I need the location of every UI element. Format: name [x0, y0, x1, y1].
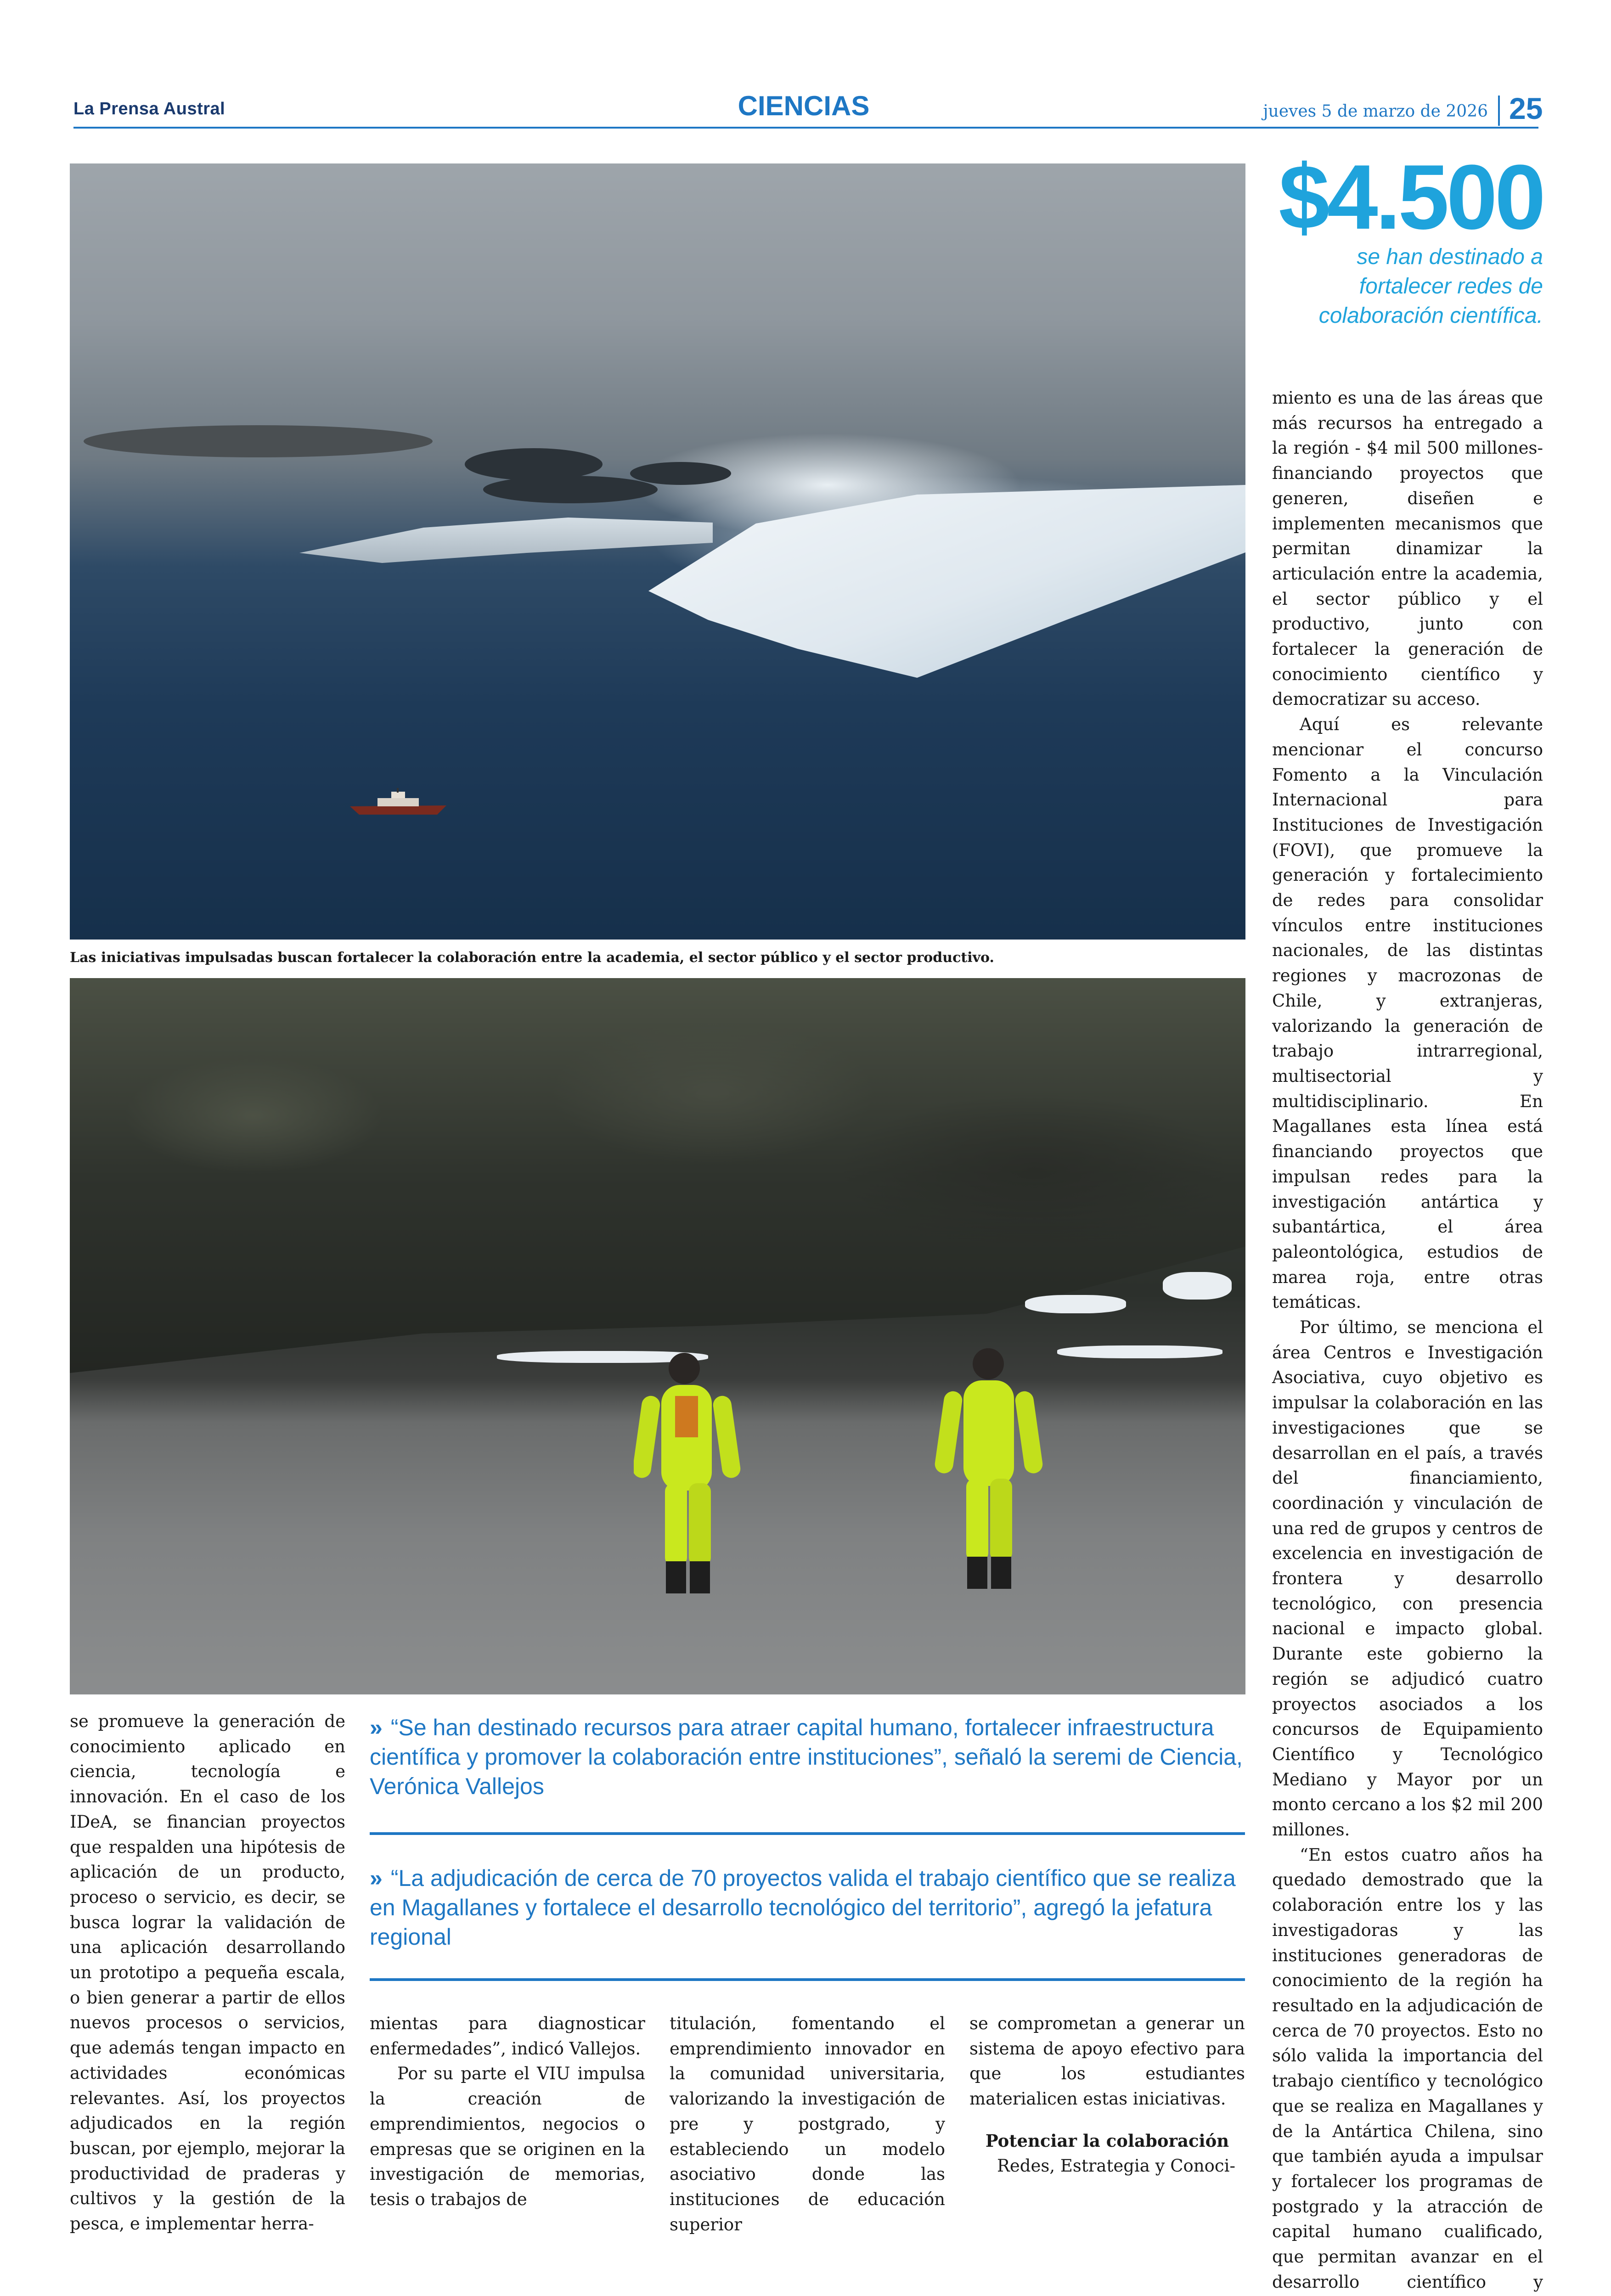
- paragraph: Aquí es relevante mencionar el concurso Fomento a la Vinculación Internacional para Instituciones de Investigación (FOVI), que promueve la generación y fortalecimiento de redes para consolidar vínculos entre instituciones nacionales, de las distintas regiones y macrozonas de Chile, y extranjeras, valorizando la generación de trabajo intrarregional, multisectorial y multidisciplinario. En Magallanes esta línea está financiando proyectos que impulsan redes para la investigación antártica y subantártica, el área paleontológica, estudios de marea roja, entre otras temáticas.: [1272, 715, 1543, 1312]
- photo-island: [630, 462, 731, 485]
- paragraph: miento es una de las áreas que más recursos ha entregado a la región - $4 mil 500 millones- financiando proyectos que generen, diseñen e implementen mecanismos que permitan dinamizar la articulación entre la academia, el sector público y el productivo, junto con fortalecer la generación de conocimiento científico y democratizar su acceso.: [1272, 388, 1543, 709]
- quote-divider: [370, 1832, 1245, 1835]
- masthead: La Prensa Austral: [73, 99, 225, 118]
- photo-island: [483, 476, 658, 503]
- chevron-right-icon: »: [370, 1715, 383, 1740]
- paragraph: se comprometan a generar un sistema de apoyo efectivo para que los estudiantes materialicen estas iniciativas.: [969, 2014, 1245, 2109]
- article-column-left: [70, 1709, 345, 2237]
- photo-snow-patch: [1163, 1272, 1232, 1300]
- photo-researcher-left: [634, 1345, 744, 1603]
- photo-researchers-beach: [70, 978, 1245, 1694]
- header-rule: [73, 127, 1538, 129]
- page-number: 25: [1509, 91, 1543, 125]
- photo-caption: Las iniciativas impulsadas buscan fortalecer la colaboración entre la academia, el sector público y el sector productivo.: [70, 950, 994, 966]
- chevron-right-icon: »: [370, 1865, 383, 1891]
- photo-snow-patch: [1025, 1295, 1126, 1313]
- paragraph: Por su parte el VIU impulsa la creación de emprendimientos, negocios o empresas que se originen en la investigación de memorias, tesis o trabajos de: [370, 2064, 645, 2209]
- paragraph: titulación, fomentando el emprendimiento innovador en la comunidad universitaria, valorizando la investigación de pre y postgrado, y estableciendo un modelo asociativo donde las instituciones de educación superior: [670, 2014, 945, 2234]
- article-column-right: [1272, 386, 1543, 2296]
- paragraph: mientas para diagnosticar enfermedades”, indicó Vallejos.: [370, 2014, 645, 2059]
- pull-quote-text: “Se han destinado recursos para atraer capital humano, fortalecer infraestructura científica y promover la colaboración entre instituciones”, señaló la seremi de Ciencia, Verónica Vallejos: [370, 1715, 1243, 1799]
- photo-researcher-right: [933, 1341, 1043, 1598]
- photo-ship: [345, 788, 451, 816]
- pull-quote: [370, 1863, 1245, 1952]
- article-column-bottom-2: [370, 2011, 645, 2212]
- article-column-bottom-4: [969, 2011, 1245, 2178]
- paragraph: Redes, Estrategia y Conoci-: [997, 2155, 1235, 2176]
- stat-description: se han destinado a fortalecer redes de colaboración científica.: [1318, 245, 1543, 328]
- page-number-divider: [1498, 96, 1500, 126]
- paragraph: se promueve la generación de conocimiento aplicado en ciencia, tecnología e innovación. En el caso de los IDeA, se financian proyectos que respalden una hipótesis de aplicación de un producto, proceso o servicio, es decir, se busca lograr la validación de una aplicación desarrollando un prototipo a pequeña escala, o bien generar a partir de ellos nuevos procesos o servicios, que además tengan impacto en actividades económicas relevantes. Así, los proyectos adjudicados en la región buscan, por ejemplo, mejorar la productividad de praderas y cultivos y la gestión de la pesca, e implementar herra-: [70, 1711, 345, 2234]
- photo-rock-cliff: [70, 978, 1245, 1373]
- article-column-bottom-3: [670, 2011, 945, 2237]
- photo-snow-patch: [1057, 1345, 1222, 1358]
- quote-divider: [370, 1978, 1245, 1981]
- publication-date: jueves 5 de marzo de 2026: [1263, 102, 1488, 121]
- pull-quote: [370, 1713, 1245, 1801]
- paragraph: Por último, se menciona el área Centros e Investigación Asociativa, cuyo objetivo es impulsar la colaboración en las investigaciones que se desarrollan en el país, a través del financiamiento, coordinación y vinculación de una red de grupos y centros de excelencia en investigación de frontera y desarrollo tecnológico, con presencia nacional e impacto global. Durante este gobierno la región se adjudicó cuatro proyectos asociados a los concursos de Equipamiento Científico y Tecnológico Mediano y Mayor por un monto cercano a los $2 mil 200 millones.: [1272, 1317, 1543, 1840]
- stat-number: $4.500: [1279, 146, 1543, 248]
- paragraph: “En estos cuatro años ha quedado demostrado que la colaboración entre los y las investigadoras y las instituciones generadoras de conocimiento de la región ha resultado en la adjudicación de cerca de 70 proyectos. Esto no sólo valida la importancia del trabajo científico y tecnológico que se realiza en Magallanes y de la Antártica Chilena, sino que también ayuda a impulsar y fortalecer los programas de postgrado y la atracción de capital humano cualificado, que permitan avanzar en el desarrollo científico y: [1272, 1845, 1543, 2292]
- photo-island: [84, 425, 433, 457]
- photo-antarctic-aerial: [70, 163, 1245, 940]
- section-title: CIENCIAS: [738, 90, 870, 121]
- pull-quote-text: “La adjudicación de cerca de 70 proyectos valida el trabajo científico que se realiza en Magallanes y fortalece el desarrollo tecnológico del territorio”, agregó la jefatura regional: [370, 1865, 1236, 1950]
- subheading: Potenciar la colaboración: [985, 2130, 1229, 2151]
- photo-snowfield: [299, 512, 713, 563]
- photo-glacier: [648, 485, 1245, 678]
